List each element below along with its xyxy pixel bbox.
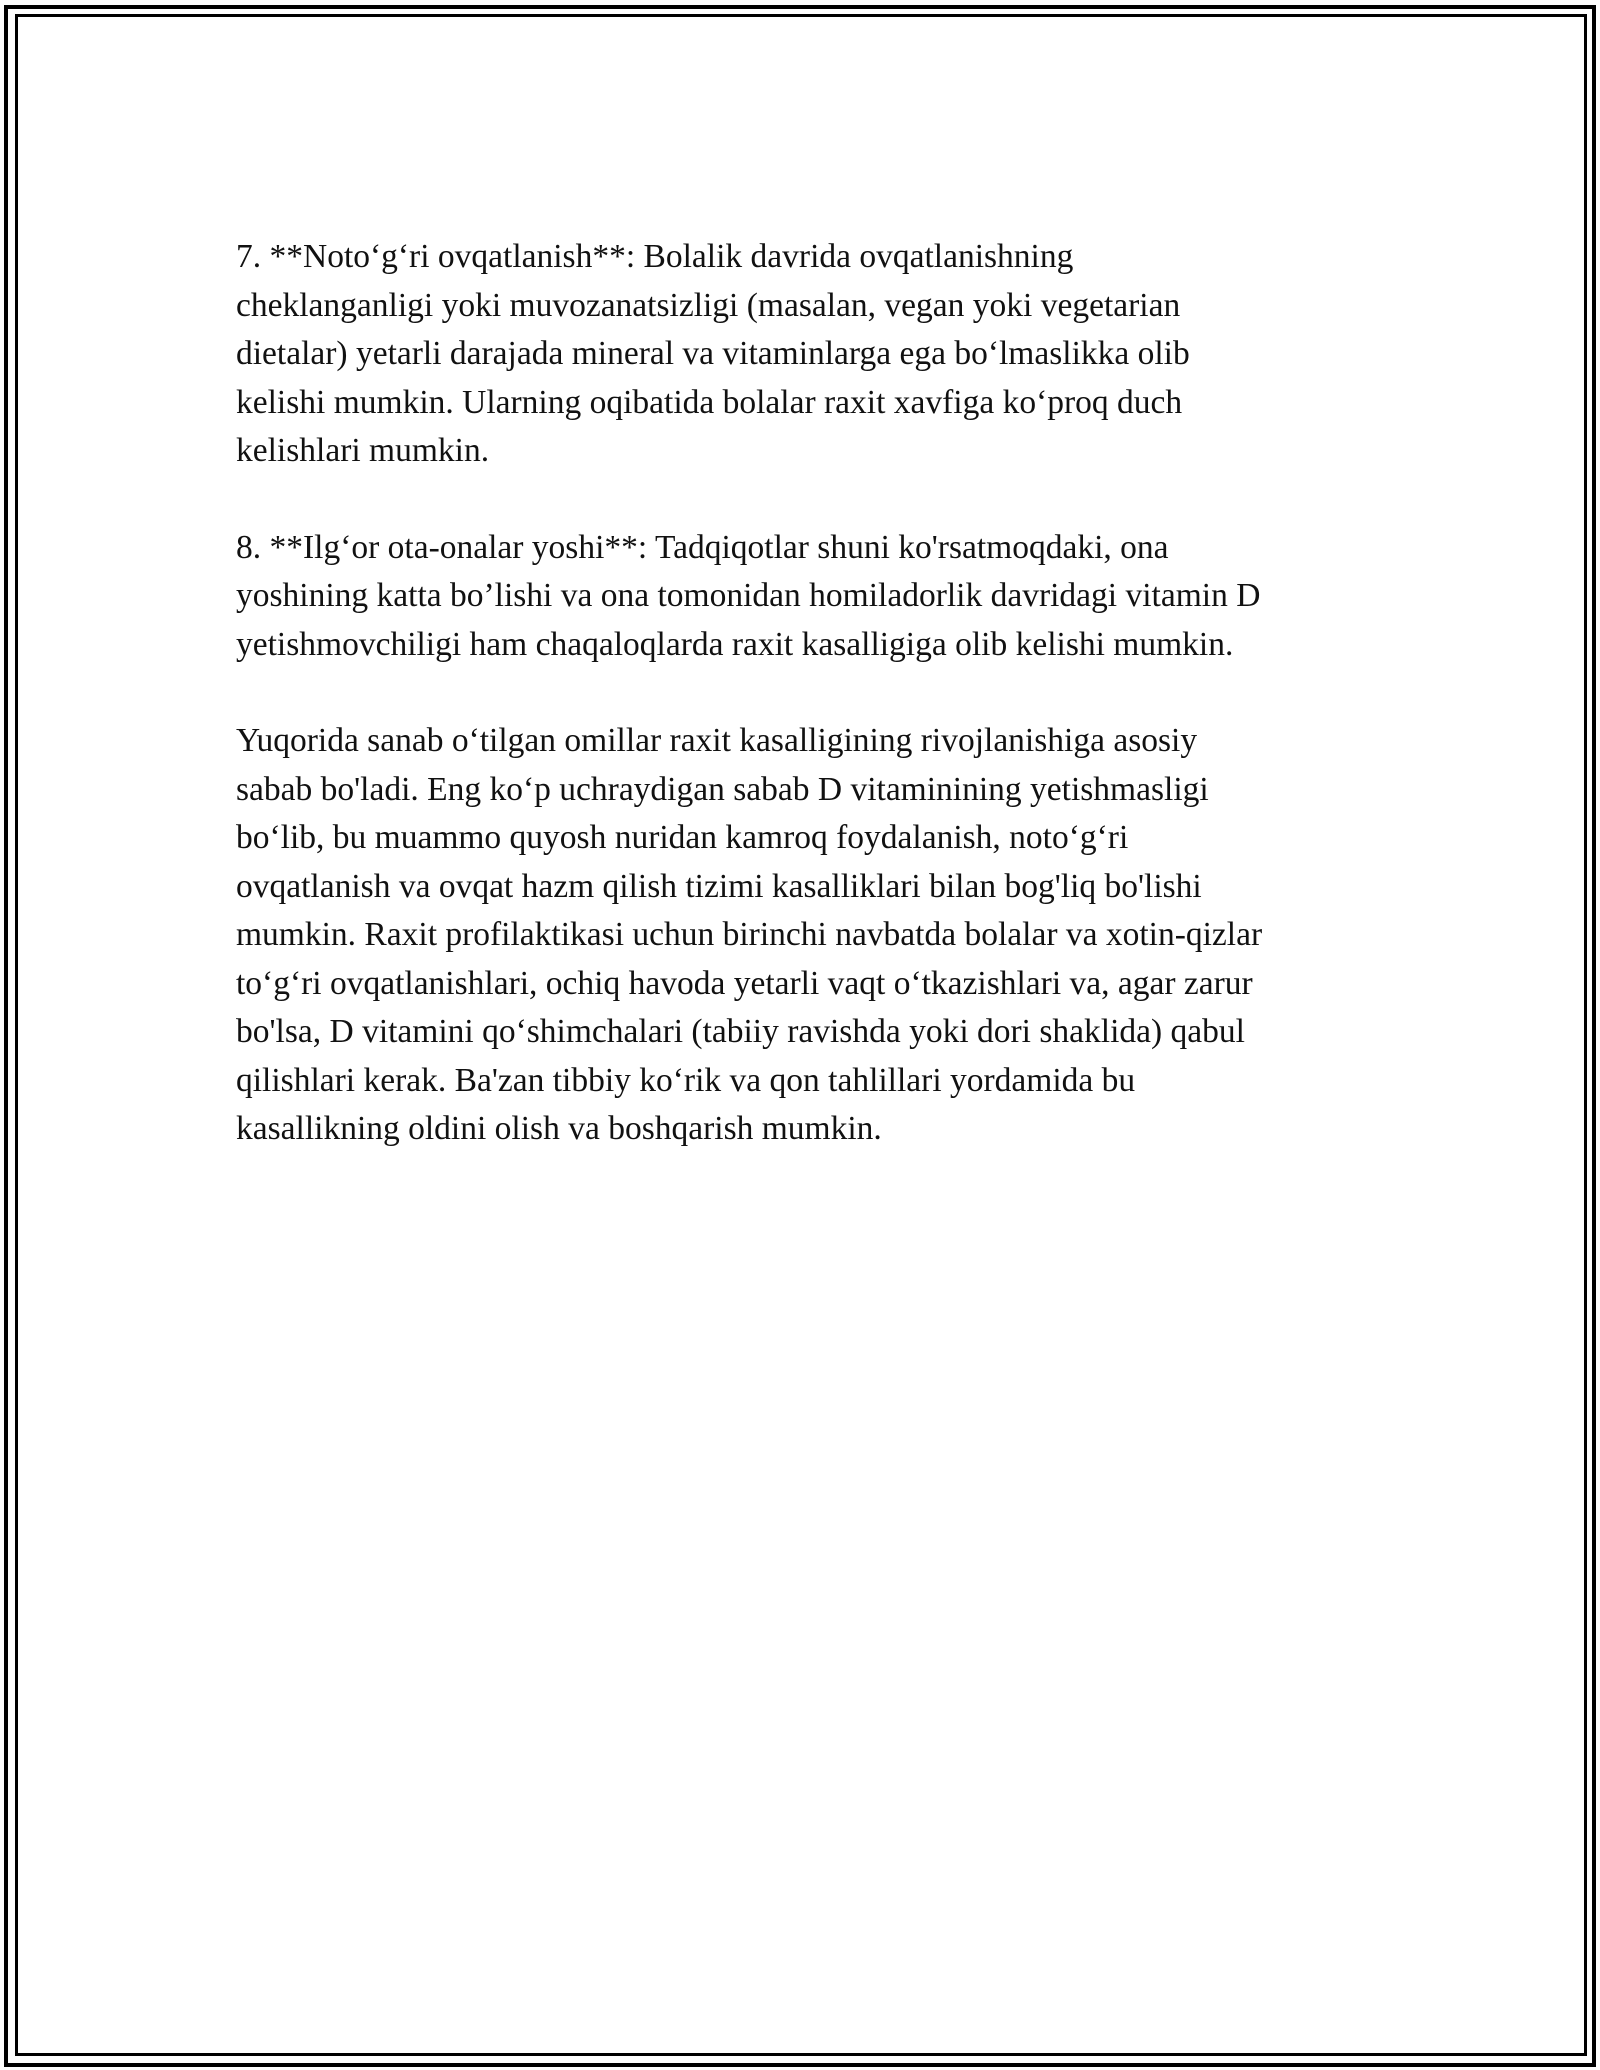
paragraph-item-7-poor-nutrition: 7. **Noto‘g‘ri ovqatlanish**: Bolalik davrida ovqatlanishning cheklanganligi yoki muvozanatsizligi (masalan, vegan yoki vegetarian dietalar) yetarli darajada mineral va vitaminlarga ega bo‘lmaslikka olib kelishi mumkin. Ularning oqibatida bolalar raxit xavfiga ko‘proq duch kelishlari mumkin.: [236, 238, 1190, 469]
paragraph-item-8-parental-age: 8. **Ilg‘or ota-onalar yoshi**: Tadqiqotlar shuni ko'rsatmoqdaki, ona yoshining katta bo’lishi va ona tomonidan homiladorlik davridagi vitamin D yetishmovchiligi ham chaqaloqlarda raxit kasalligiga olib kelishi mumkin.: [236, 528, 1261, 663]
document-body: [236, 233, 1376, 1154]
paragraph-conclusion: Yuqorida sanab o‘tilgan omillar raxit kasalligining rivojlanishiga asosiy sabab bo'ladi. Eng ko‘p uchraydigan sabab D vitaminining yetishmasligi bo‘lib, bu muammo quyosh nuridan kamroq foydalanish, noto‘g‘ri ovqatlanish va ovqat hazm qilish tizimi kasalliklari bilan bog'liq bo'lishi mumkin. Raxit profilaktikasi uchun birinchi navbatda bolalar va xotin-qizlar to‘g‘ri ovqatlanishlari, ochiq havoda yetarli vaqt o‘tkazishlari va, agar zarur bo'lsa, D vitamini qo‘shimchalari (tabiiy ravishda yoki dori shaklida) qabul qilishlari kerak. Ba'zan tibbiy ko‘rik va qon tahlillari yordamida bu kasallikning oldini olish va boshqarish mumkin.: [236, 722, 1263, 1147]
